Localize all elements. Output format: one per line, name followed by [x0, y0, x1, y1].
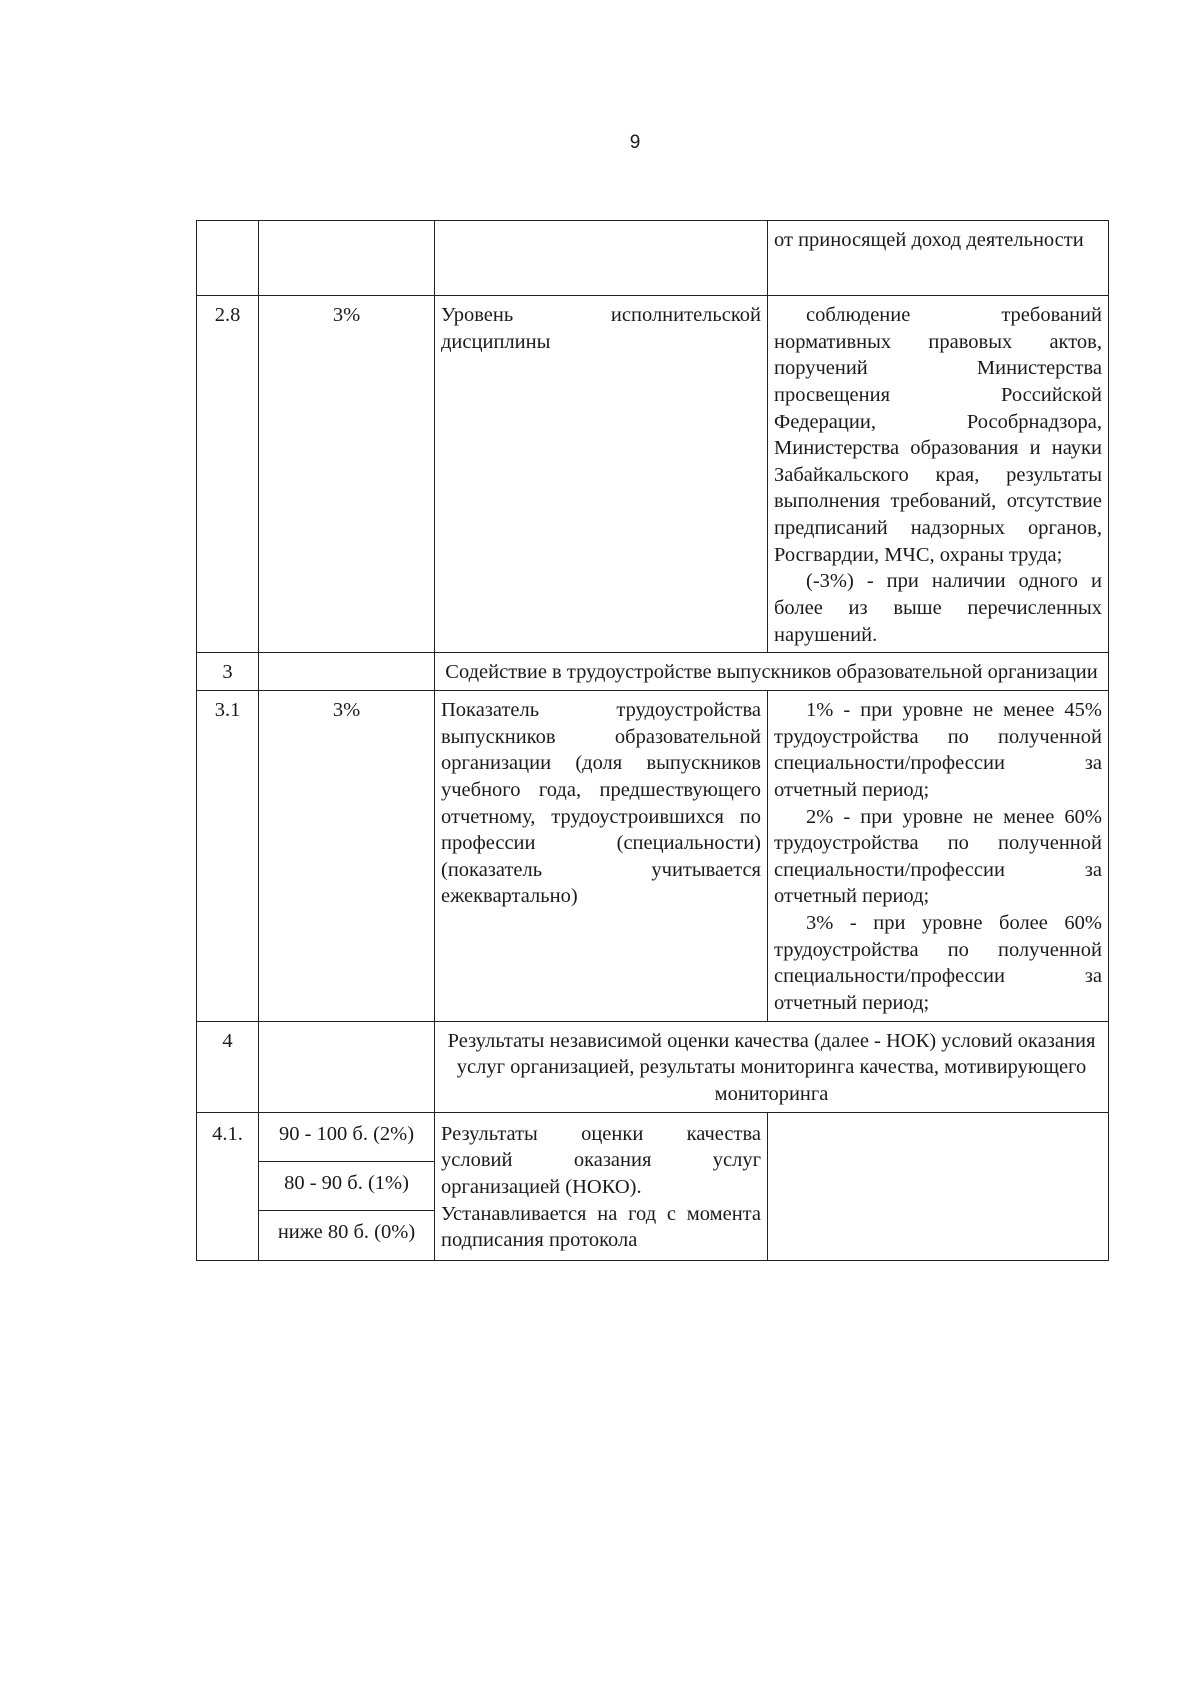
table-row-2-8: [197, 296, 1109, 653]
criterion-penalty: (-3%) - при наличии одного и более из выше перечисленных нарушений.: [774, 570, 1102, 646]
criterion-level-3: 3% - при уровне более 60% трудоустройства по полученной специальности/профессии за отчетный период;: [774, 912, 1102, 1015]
weight-tier-3: ниже 80 б. (0%): [259, 1211, 435, 1260]
cell-num: [197, 221, 259, 296]
row-weight: 3%: [259, 690, 435, 1021]
section-title: Содействие в трудоустройстве выпускников образовательной организации: [435, 653, 1109, 691]
table-row-3-1: [197, 690, 1109, 1021]
row-weight: 3%: [259, 296, 435, 653]
row-criterion: [768, 690, 1109, 1021]
row-indicator: [435, 1112, 768, 1260]
row-indicator: Показатель трудоустройства выпускников образовательной организации (доля выпускников учебного года, предшествующего отчетному, трудоустроившихся по профессии (специальности) (показатель учитывается ежеквартально): [435, 690, 768, 1021]
weight-tier-2: 80 - 90 б. (1%): [259, 1161, 435, 1210]
indicator-note: Устанавливается на год с момента подписания протокола: [441, 1202, 761, 1252]
criterion-level-2: 2% - при уровне не менее 60% трудоустройства по полученной специальности/профессии за отчетный период;: [774, 805, 1102, 908]
row-number: 4.1.: [197, 1112, 259, 1260]
row-number: 2.8: [197, 296, 259, 653]
row-number: 3.1: [197, 690, 259, 1021]
row-criterion: [768, 296, 1109, 653]
row-criterion: [768, 1112, 1109, 1260]
section-title: Результаты независимой оценки качества (далее - НОК) условий оказания услуг организацией, результаты мониторинга качества, мотивирующего мониторинга: [435, 1021, 1109, 1112]
table-row-continuation: [197, 221, 1109, 296]
cell-weight: [259, 653, 435, 691]
page-number: 9: [629, 132, 641, 153]
criterion-main: соблюдение требований нормативных правовых актов, поручений Министерства просвещения Российской Федерации, Рособрнадзора, Министерства образования и науки Забайкальского края, результаты выполнения требований, отсутствие предписаний надзорных органов, Росгвардии, МЧС, охраны труда;: [774, 304, 1102, 566]
cell-weight: [259, 221, 435, 296]
indicator-main: Результаты оценки качества условий оказания услуг организацией (НОКО).: [441, 1122, 761, 1198]
criteria-table: [196, 220, 1109, 1261]
table-row-4-1: [197, 1112, 1109, 1161]
row-indicator: Уровень исполнительской дисциплины: [435, 296, 768, 653]
weight-tier-1: 90 - 100 б. (2%): [259, 1112, 435, 1161]
table-row-section-4: [197, 1021, 1109, 1112]
section-number: 3: [197, 653, 259, 691]
table-row-section-3: [197, 653, 1109, 691]
section-number: 4: [197, 1021, 259, 1112]
cell-criterion: от приносящей доход деятельности: [768, 221, 1109, 296]
cell-indicator: [435, 221, 768, 296]
criterion-level-1: 1% - при уровне не менее 45% трудоустройства по полученной специальности/профессии за отчетный период;: [774, 698, 1102, 801]
cell-weight: [259, 1021, 435, 1112]
